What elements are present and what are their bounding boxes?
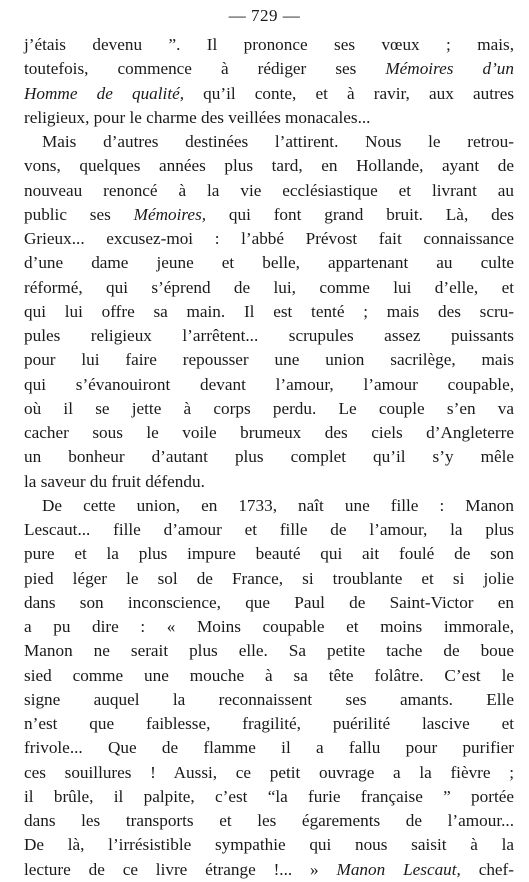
text-segment: il brûle, il palpite, c’est “la furie française ” portée: [24, 786, 514, 806]
text-segment: Grieux... excusez-moi : l’abbé Prévost fait connaissance: [24, 229, 514, 248]
italic-text: Mémoires,: [133, 204, 207, 224]
text-line: [24, 470, 514, 494]
text-line: [24, 324, 514, 348]
text-segment: pules religieux l’arrêtent... scrupules assez puissants: [24, 326, 514, 345]
text-line: [24, 106, 514, 130]
text-line: [24, 227, 514, 251]
text-line: [24, 785, 514, 809]
text-segment: la saveur du fruit défendu.: [24, 471, 205, 491]
italic-text: Manon Lescaut,: [336, 859, 461, 879]
text-line: [24, 154, 514, 178]
text-segment: qu’il conte, et à ravir, aux autres: [184, 83, 515, 103]
text-segment: vons, quelques années plus tard, en Hollande, ayant de: [24, 156, 514, 176]
text-line: [24, 761, 514, 785]
text-segment: réformé, qui s’éprend de lui, comme lui d’elle, et: [24, 277, 514, 297]
text-segment: ces souillures ! Aussi, ce petit ouvrage a la fièvre ;: [24, 762, 514, 782]
text-line: [24, 736, 514, 760]
text-line: [24, 373, 514, 397]
text-line: [24, 833, 514, 857]
text-segment: qui font grand bruit. Là, des: [206, 204, 514, 224]
text-line: [24, 615, 514, 639]
text-line: [24, 348, 514, 372]
text-segment: qui s’évanouiront devant l’amour, l’amour coupable,: [24, 374, 514, 394]
text-segment: dans les transports et les égarements de l’amour...: [24, 811, 514, 830]
text-line: [24, 276, 514, 300]
text-line: [24, 664, 514, 688]
text-segment: d’une dame jeune et belle, appartenant au culte: [24, 253, 514, 273]
text-line: [24, 567, 514, 591]
text-line: [24, 251, 514, 275]
text-segment: n’est que faiblesse, fragilité, puérilité lascive et: [24, 714, 514, 733]
text-line: [24, 445, 514, 469]
text-line: [24, 57, 514, 81]
text-line: [24, 639, 514, 663]
text-segment: j’étais devenu ”. Il prononce ses vœux ; mais,: [24, 35, 514, 54]
text-segment: cacher sous le voile brumeux des ciels d’Angleterre: [24, 423, 514, 442]
text-segment: nouveau renoncé à la vie ecclésiastique et livrant au: [24, 180, 514, 200]
text-segment: où il se jette à corps perdu. Le couple s’en va: [24, 398, 514, 418]
text-segment: chef-: [460, 859, 514, 879]
text-segment: pure et la plus impure beauté qui ait foulé de son: [24, 544, 514, 564]
text-line: [24, 542, 514, 566]
text-segment: qui lui offre sa main. Il est tenté ; mais des scru-: [24, 301, 514, 321]
text-line: [24, 179, 514, 203]
text-line: [24, 712, 514, 736]
text-segment: pour lui faire repousser une union sacrilège, mais: [24, 350, 514, 370]
text-line: [24, 203, 514, 227]
italic-text: Homme de qualité,: [24, 83, 185, 103]
text-segment: Manon ne serait plus elle. Sa petite tache de boue: [24, 641, 514, 661]
text-segment: De là, l’irrésistible sympathie qui nous saisit à la: [24, 835, 514, 855]
text-segment: Lescaut... fille d’amour et fille de l’amour, la plus: [24, 520, 514, 539]
text-line: [24, 494, 514, 518]
text-segment: lecture de ce livre étrange !... »: [24, 859, 337, 879]
text-line: [24, 82, 514, 106]
text-line: [24, 858, 514, 882]
text-line: [24, 130, 514, 154]
text-segment: religieux, pour le charme des veillées monacales...: [24, 107, 371, 127]
text-segment: Mais d’autres destinées l’attirent. Nous le retrou-: [42, 132, 514, 151]
text-line: [24, 397, 514, 421]
text-line: [24, 33, 514, 57]
text-line: [24, 300, 514, 324]
text-segment: signe auquel la reconnaissent ses amants. Elle: [24, 689, 514, 709]
text-segment: dans son inconscience, que Paul de Saint-Victor en: [24, 592, 514, 612]
document-body: [24, 33, 514, 882]
text-segment: toutefois, commence à rédiger ses: [24, 59, 386, 79]
italic-text: Mémoires d’un: [385, 59, 514, 79]
text-segment: un bonheur d’autant plus complet qu’il s’y mêle: [24, 447, 514, 467]
text-line: [24, 809, 514, 833]
text-segment: sied comme une mouche à sa tête folâtre. C’est le: [24, 665, 514, 685]
text-segment: frivole... Que de flamme il a fallu pour purifier: [24, 738, 514, 758]
page-number: — 729 —: [228, 6, 301, 25]
text-line: [24, 518, 514, 542]
text-segment: De cette union, en 1733, naît une fille : Manon: [42, 495, 514, 515]
text-segment: a pu dire : « Moins coupable et moins immorale,: [24, 617, 514, 636]
text-line: [24, 421, 514, 445]
text-segment: public ses: [24, 204, 134, 224]
text-line: [24, 591, 514, 615]
text-line: [24, 688, 514, 712]
text-segment: pied léger le sol de France, si troublante et si jolie: [24, 568, 514, 588]
